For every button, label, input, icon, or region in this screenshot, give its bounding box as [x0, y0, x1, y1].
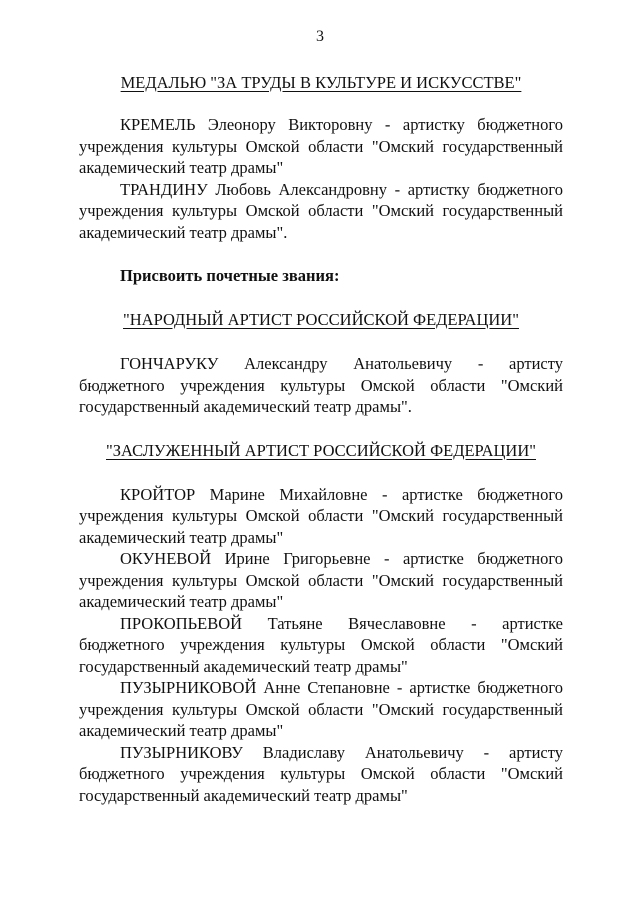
- award-paragraph: ГОНЧАРУКУ Александру Анатольевичу - артисту бюджетного учреждения культуры Омской области "Омский государственный академический театр драмы".: [79, 354, 563, 416]
- award-paragraph: ПРОКОПЬЕВОЙ Татьяне Вячеславовне - артистке бюджетного учреждения культуры Омской области "Омский государственный академический театр драмы": [79, 613, 563, 676]
- award-paragraph: ТРАНДИНУ Любовь Александровну - артистку бюджетного учреждения культуры Омской области "Омский государственный академический театр драмы".: [79, 179, 563, 242]
- spacer: [79, 418, 563, 440]
- award-paragraph: ОКУНЕВОЙ Ирине Григорьевне - артистке бюджетного учреждения культуры Омской области "Омский государственный академический театр драмы": [79, 549, 563, 611]
- award-paragraph: ПУЗЫРНИКОВУ Владиславу Анатольевичу - артисту бюджетного учреждения культуры Омской области "Омский государственный академический театр драмы": [79, 742, 563, 805]
- document-body: [79, 72, 563, 806]
- spacer: [79, 243, 563, 265]
- medal-heading: МЕДАЛЬЮ "ЗА ТРУДЫ В КУЛЬТУРЕ И ИСКУССТВЕ": [120, 73, 522, 92]
- spacer: [79, 94, 563, 114]
- spacer: [79, 331, 563, 353]
- spacer: [79, 287, 563, 309]
- award-paragraph: КРОЙТОР Марине Михайловне - артистке бюджетного учреждения культуры Омской области "Омский государственный академический театр драмы": [79, 484, 563, 547]
- honored-artist-heading: "ЗАСЛУЖЕННЫЙ АРТИСТ РОССИЙСКОЙ ФЕДЕРАЦИИ": [106, 440, 536, 460]
- page-number: 3: [316, 28, 324, 45]
- spacer: [79, 462, 563, 484]
- award-paragraph: ПУЗЫРНИКОВОЙ Анне Степановне - артистке бюджетного учреждения культуры Омской области "Омский государственный академический театр драмы": [79, 678, 563, 740]
- award-paragraph: КРЕМЕЛЬ Элеонору Викторовну - артистку бюджетного учреждения культуры Омской области "Омский государственный академический театр драмы": [79, 115, 563, 177]
- assign-titles-heading: Присвоить почетные звания:: [120, 266, 340, 285]
- people-artist-heading: "НАРОДНЫЙ АРТИСТ РОССИЙСКОЙ ФЕДЕРАЦИИ": [123, 310, 519, 329]
